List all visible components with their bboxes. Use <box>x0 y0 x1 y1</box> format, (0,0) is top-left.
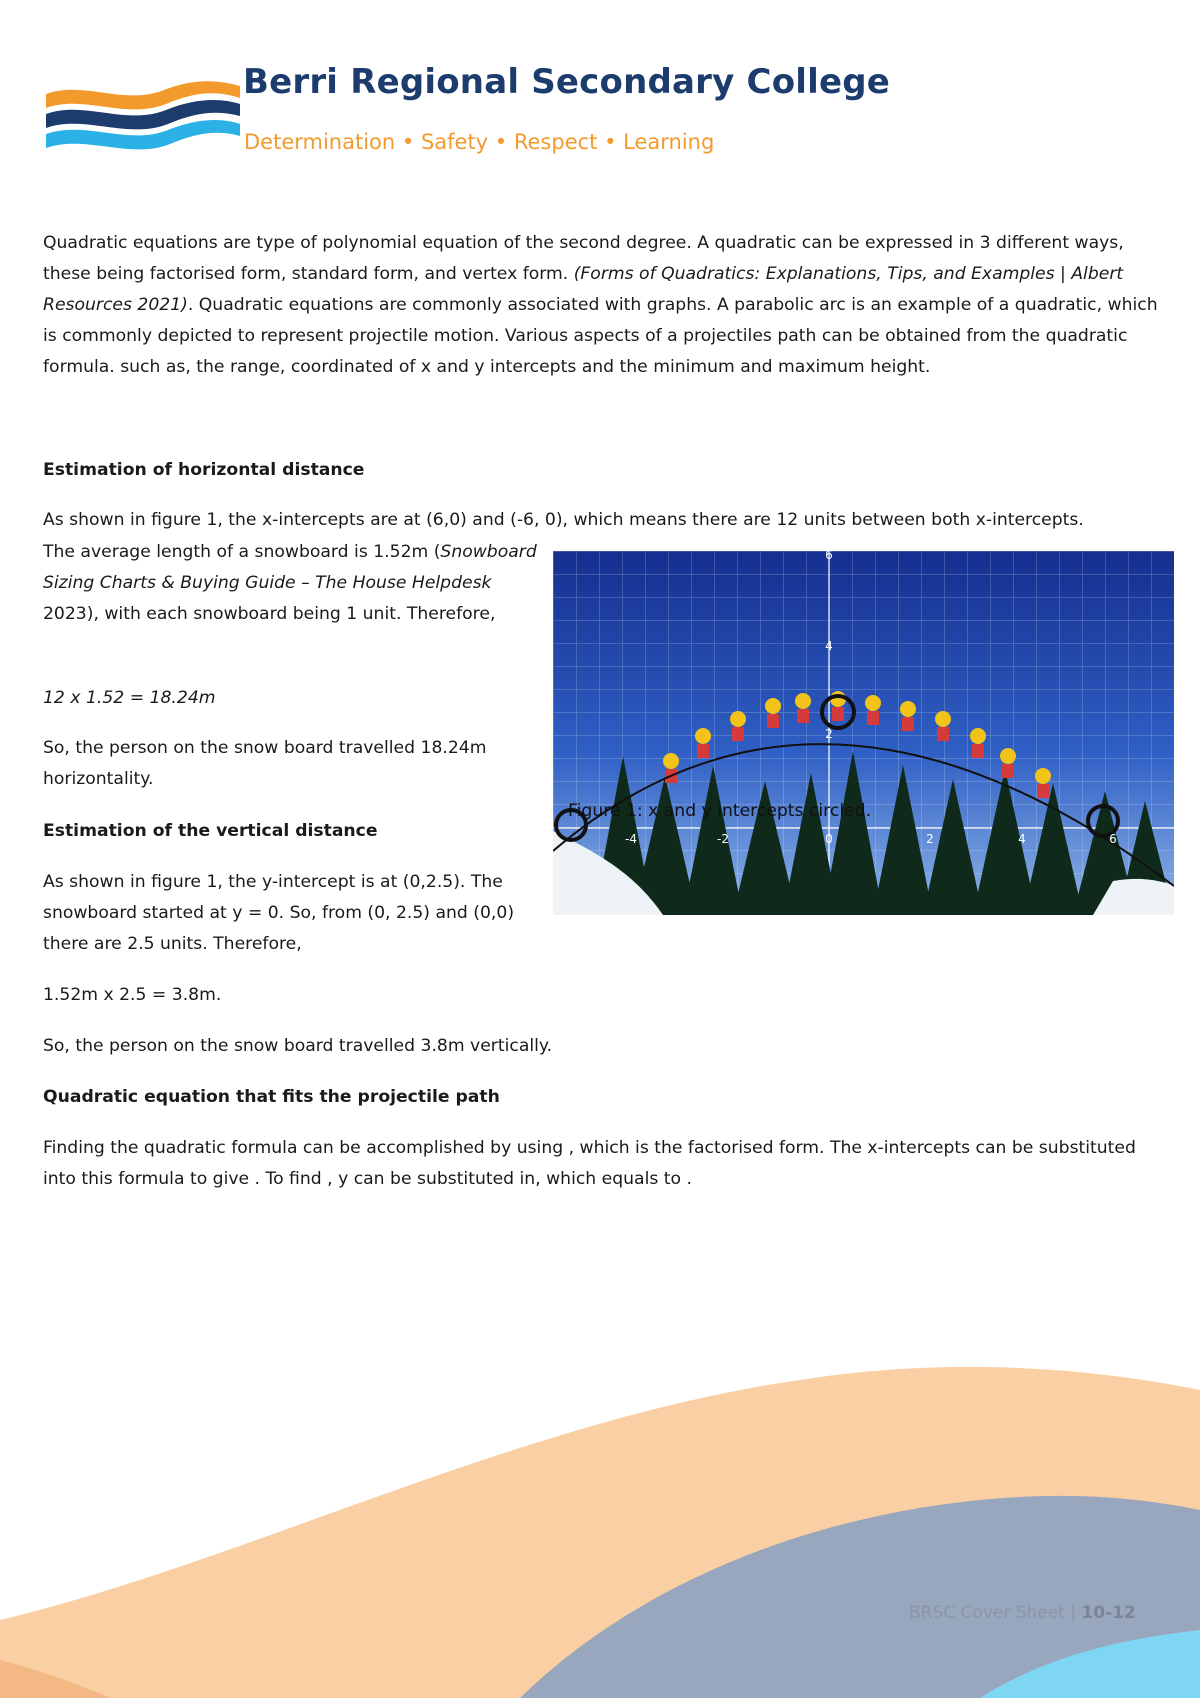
vertical-paragraph: As shown in figure 1, the y-intercept is at (0,2.5). The snowboard started at y = 0. So, from (0, 2.5) and (0,0) there are 2.5 units. Therefore, <box>43 872 515 954</box>
school-name: Berri Regional Secondary College <box>243 62 891 102</box>
horizontal-intercepts-line: As shown in figure 1, the x-intercepts are at (6,0) and (-6, 0), which means there are 12 units between both x-intercepts. <box>43 510 1084 530</box>
tick-x: 4 <box>1018 832 1026 846</box>
vertical-equation: 1.52m x 2.5 = 3.8m. <box>43 985 222 1005</box>
snowboard-citation: Snowboard Sizing Charts & Buying Guide – The House Helpdesk <box>43 542 537 593</box>
snowboard-length-paragraph <box>43 537 543 630</box>
college-logo <box>44 76 244 166</box>
intro-citation: (Forms of Quadratics: Explanations, Tips, and Examples | Albert Resources 2021) <box>43 264 1124 315</box>
footer-label <box>909 1603 1136 1623</box>
tick-x: 6 <box>1109 832 1117 846</box>
tick-x: 0 <box>825 832 833 846</box>
snowboard-text-a: The average length of a snowboard is 1.52m ( <box>43 542 441 562</box>
horizontal-equation: 12 x 1.52 = 18.24m <box>43 688 216 708</box>
snowboard-text-b: 2023), with each snowboard being 1 unit. Therefore, <box>43 604 496 624</box>
heading-quadratic-equation: Quadratic equation that fits the projectile path <box>43 1087 500 1107</box>
heading-horizontal-distance: Estimation of horizontal distance <box>43 460 365 480</box>
figure-1-caption: Figure 1: x and y intercepts circled. <box>568 801 872 821</box>
footer-code: 10-12 <box>1081 1603 1136 1623</box>
tick-x: 2 <box>926 832 934 846</box>
intro-text-1: Quadratic equations are type of polynomial equation of the second degree. A quadratic can be expressed in 3 different ways, these being factorised form, standard form, and vertex form. <box>43 233 1124 284</box>
tick-y: 2 <box>825 727 833 741</box>
footer-label-text: BRSC Cover Sheet | <box>909 1603 1082 1623</box>
intro-text-2: . Quadratic equations are commonly associated with graphs. A parabolic arc is an example of a quadratic, which is commonly depicted to represent projectile motion. Various aspects of a projectiles path can be obtained from the quadratic formula. such as, the range, coordinated of x and y intercepts and the minimum and maximum height. <box>43 295 1158 377</box>
horizontal-result: So, the person on the snow board travelled 18.24m horizontality. <box>43 738 487 789</box>
quadratic-equation-paragraph: Finding the quadratic formula can be accomplished by using , which is the factorised form. The x-intercepts can be substituted into this formula to give . To find , y can be substituted in, which equals to . <box>43 1138 1136 1189</box>
school-motto: Determination • Safety • Respect • Learning <box>244 130 715 154</box>
tick-x: -4 <box>625 832 637 846</box>
heading-vertical-distance: Estimation of the vertical distance <box>43 821 378 841</box>
tick-y: 4 <box>825 639 833 653</box>
intro-paragraph <box>43 228 1158 383</box>
tick-x: -2 <box>717 832 729 846</box>
figure-1-image <box>553 551 1174 915</box>
vertical-result: So, the person on the snow board travelled 3.8m vertically. <box>43 1036 553 1056</box>
footer-waves <box>0 1360 1200 1698</box>
tick-y: 6 <box>825 551 833 562</box>
